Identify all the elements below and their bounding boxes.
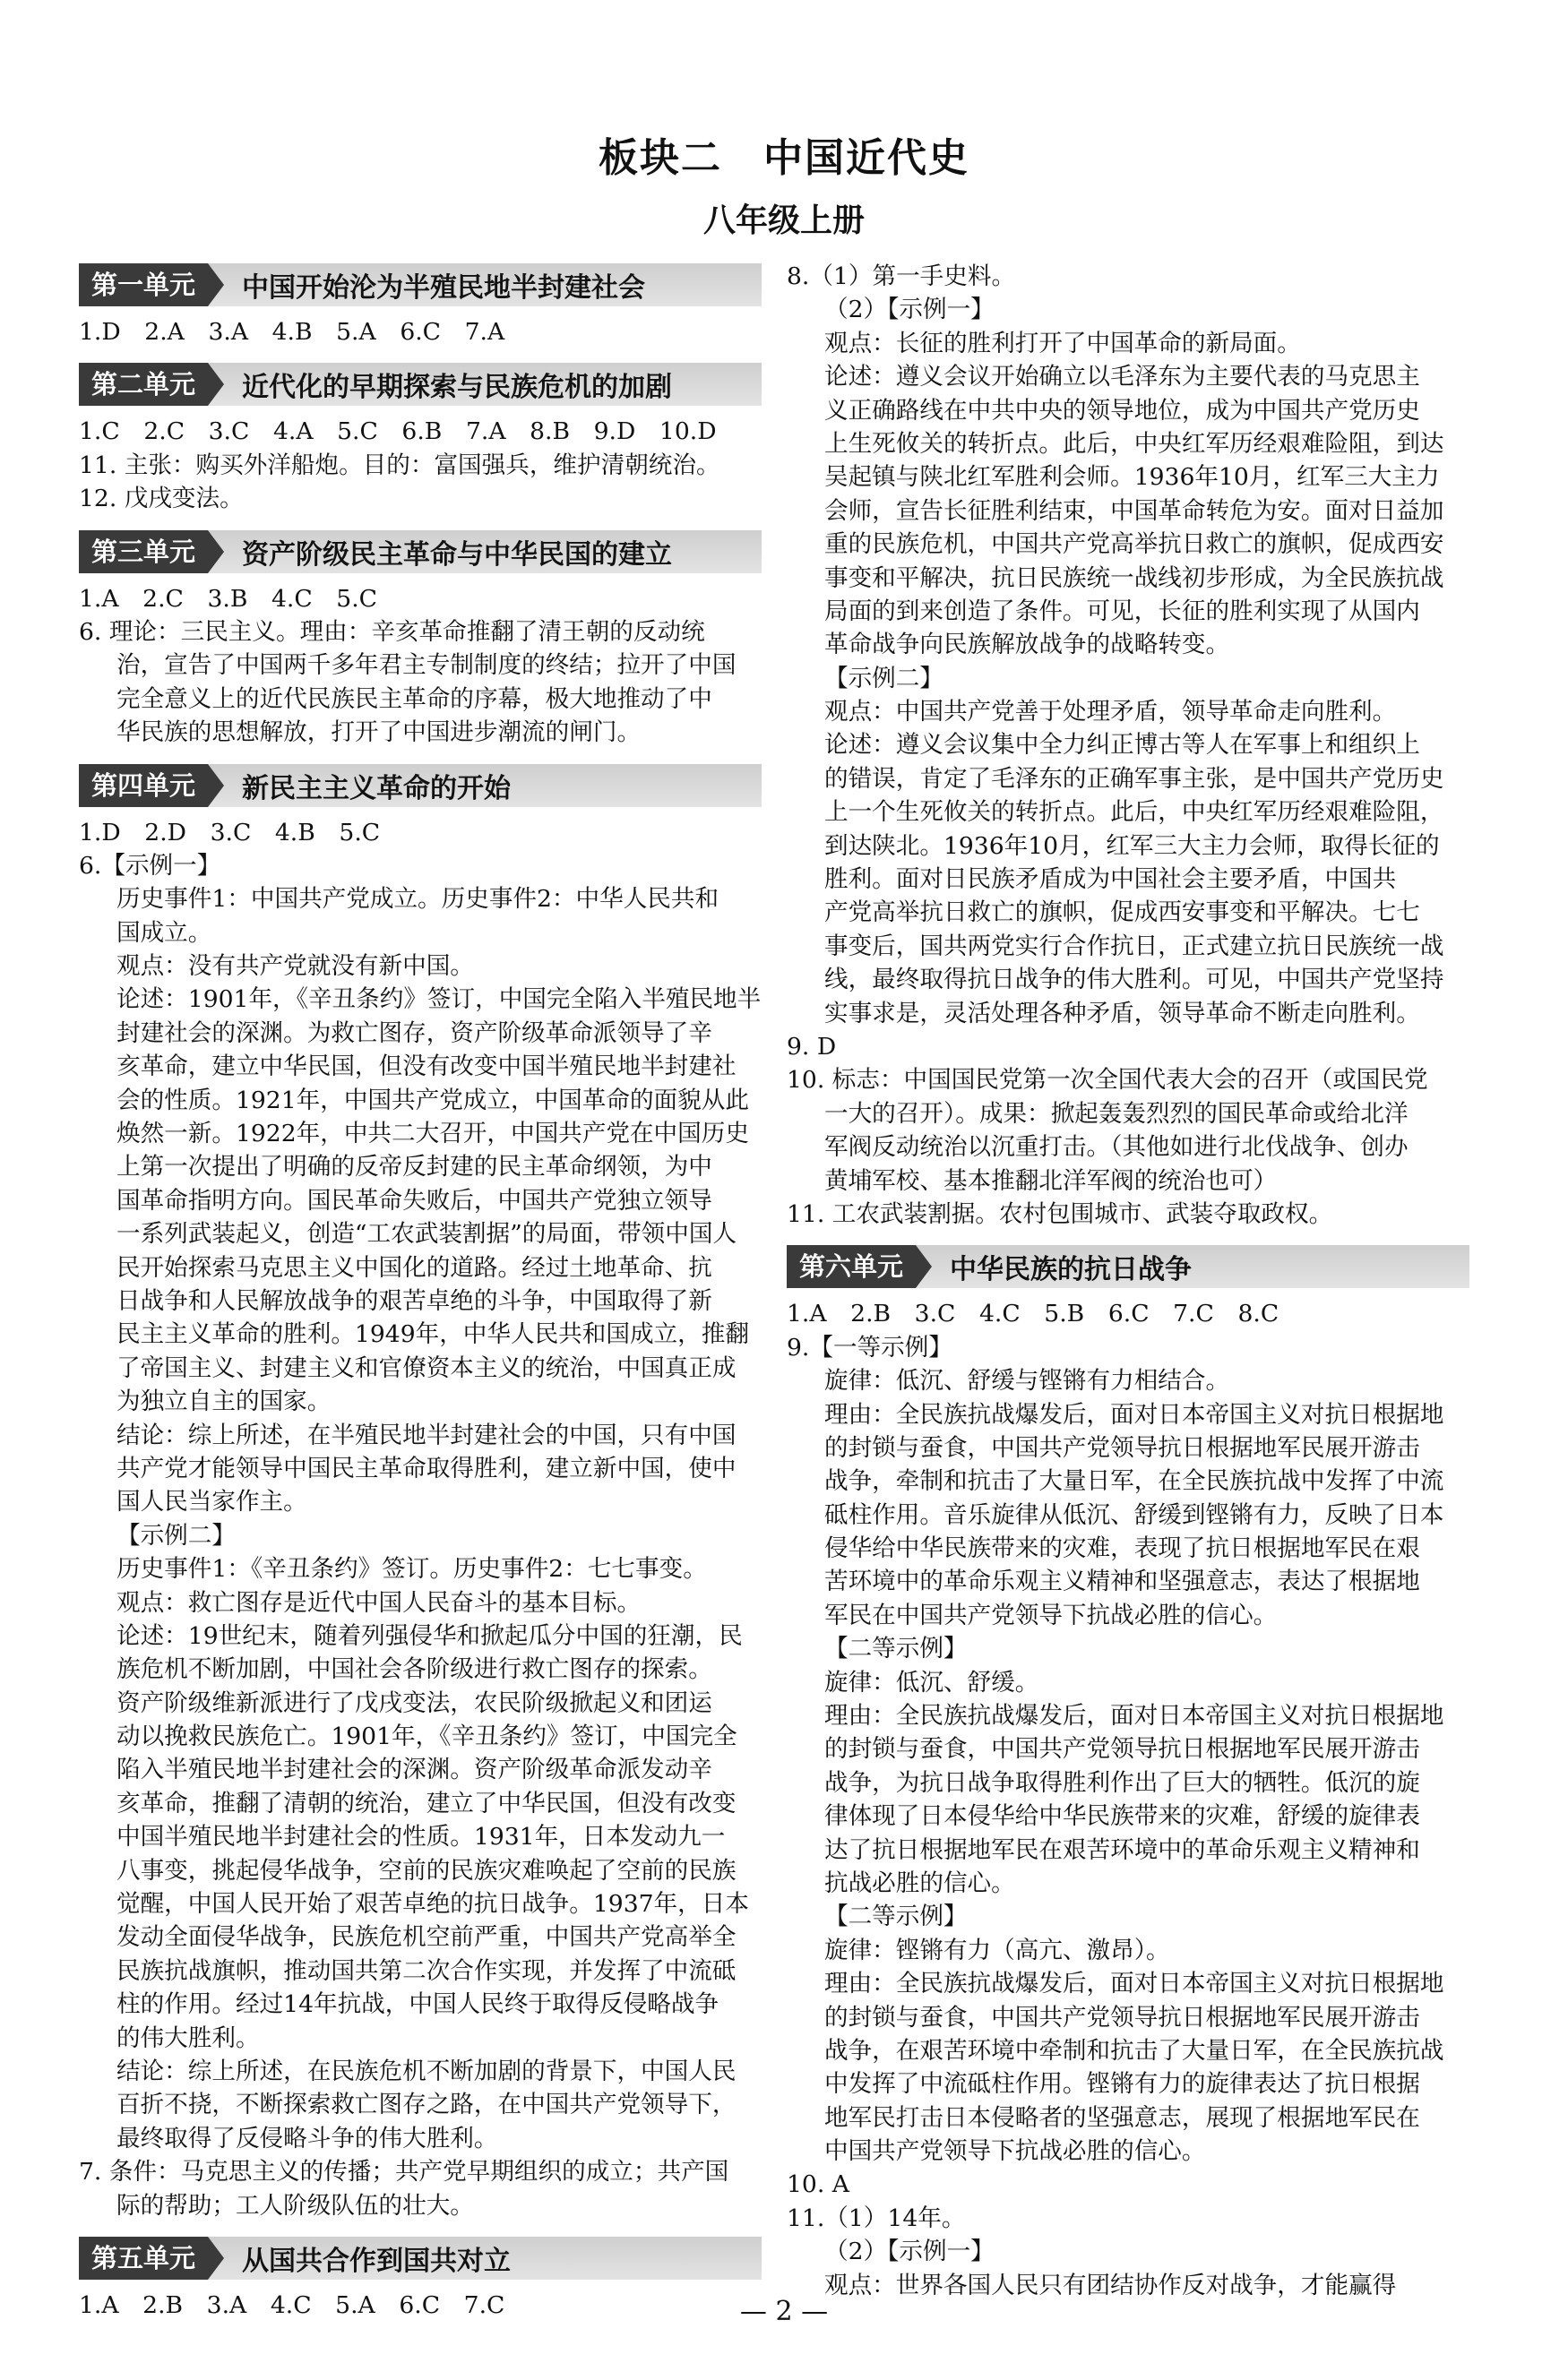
answer-text-line: 民开始探索马克思主义中国化的道路。经过土地革命、抗 <box>116 1253 712 1282</box>
answer-text-line: 治，宣告了中国两千多年君主专制制度的终结；拉开了中国 <box>116 651 737 680</box>
answer-text-line: 华民族的思想解放，打开了中国进步潮流的闸门。 <box>116 718 642 747</box>
answer-line: 6. 理论：三民主义。理由：辛亥革命推翻了清王朝的反动统 <box>79 617 705 646</box>
answer-line: 10. A <box>787 2170 849 2199</box>
page-number: — 2 — <box>739 2296 829 2327</box>
answer-line: 1.C 2.C 3.C 4.A 5.C 6.B 7.A 8.B 9.D 10.D <box>79 417 717 446</box>
answer-text-line: 最终取得了反侵略斗争的伟大胜利。 <box>116 2124 498 2152</box>
answer-text-line: 观点：中国共产党善于处理矛盾，领导革命走向胜利。 <box>824 698 1397 726</box>
answer-text-line: 论述：遵义会议开始确立以毛泽东为主要代表的马克思主 <box>824 363 1420 391</box>
unit-title: 资产阶级民主革命与中华民国的建立 <box>242 538 673 571</box>
answer-text-line: 【示例二】 <box>116 1521 236 1550</box>
answer-text-line: 战争，牵制和抗击了大量日军，在全民族抗战中发挥了中流 <box>824 1467 1444 1496</box>
answer-text-line: 国革命指明方向。国民革命失败后，中国共产党独立领导 <box>116 1186 712 1215</box>
answer-text-line: 理由：全民族抗战爆发后，面对日本帝国主义对抗日根据地 <box>824 1400 1444 1429</box>
answer-text-line: （2）【示例一】 <box>824 2238 995 2266</box>
answer-line: 1.A 2.B 3.C 4.C 5.B 6.C 7.C 8.C <box>787 1300 1279 1328</box>
answer-line: 11. 工农武装割据。农村包围城市、武装夺取政权。 <box>787 1199 1333 1228</box>
answer-text-line: 焕然一新。1922年，中共二大召开，中国共产党在中国历史 <box>116 1120 749 1148</box>
answer-line: 6.【示例一】 <box>79 851 221 880</box>
answer-text-line: 的封锁与蚕食，中国共产党领导抗日根据地军民展开游击 <box>824 2003 1420 2032</box>
answer-text-line: 上一个生死攸关的转折点。此后，中央红军历经艰难险阻， <box>824 798 1444 827</box>
answer-text-line: 上生死攸关的转折点。此后，中央红军历经艰难险阻，到达 <box>824 429 1444 458</box>
answer-line: 1.D 2.D 3.C 4.B 5.C <box>79 818 381 846</box>
unit-header <box>787 1245 1469 1288</box>
answer-text-line: 事变后，国共两党实行合作抗日，正式建立抗日民族统一战 <box>824 932 1444 960</box>
answer-text-line: 完全意义上的近代民族民主革命的序幕，极大地推动了中 <box>116 684 712 713</box>
answer-text-line: 【二等示例】 <box>824 1635 968 1663</box>
answer-text-line: 观点：世界各国人民只有团结协作反对战争，才能赢得 <box>824 2271 1397 2299</box>
unit-header <box>79 2237 762 2280</box>
unit-tag: 第二单元 <box>79 363 208 406</box>
answer-line: 11. 主张：购买外洋船炮。目的：富国强兵，维护清朝统治。 <box>79 451 720 479</box>
answer-text-line: 产党高举抗日救亡的旗帜，促成西安事变和平解决。七七 <box>824 898 1420 927</box>
answer-text-line: 论述：19世纪末，随着列强侵华和掀起瓜分中国的狂潮，民 <box>116 1621 743 1650</box>
answer-line: 1.D 2.A 3.A 4.B 5.A 6.C 7.A <box>79 318 505 346</box>
answer-text-line: 理由：全民族抗战爆发后，面对日本帝国主义对抗日根据地 <box>824 1970 1444 1998</box>
answer-line: 10. 标志：中国国民党第一次全国代表大会的召开（或国民党 <box>787 1066 1428 1095</box>
answer-text-line: 旋律：低沉、舒缓。 <box>824 1668 1039 1697</box>
answer-text-line: 一大的召开）。成果：掀起轰轰烈烈的国民革命或给北洋 <box>824 1099 1409 1128</box>
answer-text-line: 会的性质。1921年，中国共产党成立，中国革命的面貌从此 <box>116 1086 749 1114</box>
answer-text-line: 线，最终取得抗日战争的伟大胜利。可见，中国共产党坚持 <box>824 966 1444 994</box>
answer-text-line: 共产党才能领导中国民主革命取得胜利，建立新中国，使中 <box>116 1454 737 1482</box>
answer-line: 9. D <box>787 1032 837 1061</box>
unit-tag: 第五单元 <box>79 2237 208 2280</box>
answer-text-line: 结论：综上所述，在半殖民地半封建社会的中国，只有中国 <box>116 1421 737 1449</box>
unit-tag: 第六单元 <box>787 1245 916 1288</box>
unit-header <box>79 764 762 807</box>
unit-title: 新民主主义革命的开始 <box>242 772 512 804</box>
answer-text-line: 战争，在艰苦环境中牵制和抗击了大量日军，在全民族抗战 <box>824 2036 1444 2065</box>
answer-text-line: 实事求是，灵活处理各种矛盾，领导革命不断走向胜利。 <box>824 999 1420 1027</box>
answer-text-line: 中国半殖民地半封建社会的性质。1931年，日本发动九一 <box>116 1823 726 1852</box>
left-column <box>79 260 762 2322</box>
answer-text-line: 侵华给中华民族带来的灾难，表现了抗日根据地军民在艰 <box>824 1534 1420 1563</box>
answer-text-line: 族危机不断加剧，中国社会各阶级进行救亡图存的探索。 <box>116 1655 712 1684</box>
answer-text-line: 资产阶级维新派进行了戊戌变法，农民阶级掀起义和团运 <box>116 1688 712 1717</box>
answer-text-line: 革命战争向民族解放战争的战略转变。 <box>824 631 1230 659</box>
answer-text-line: 日战争和人民解放战争的艰苦卓绝的斗争，中国取得了新 <box>116 1286 712 1315</box>
answer-text-line: 到达陕北。1936年10月，红军三大主力会师，取得长征的 <box>824 831 1440 860</box>
answer-text-line: 苦环境中的革命乐观主义精神和坚强意志，表达了根据地 <box>824 1568 1420 1596</box>
answer-text-line: 民主主义革命的胜利。1949年，中华人民共和国成立，推翻 <box>116 1320 749 1349</box>
answer-line: 7. 条件：马克思主义的传播；共产党早期组织的成立；共产国 <box>79 2158 729 2187</box>
answer-text-line: 亥革命，推翻了清朝的统治，建立了中华民国，但没有改变 <box>116 1789 737 1817</box>
answer-text-line: 八事变，挑起侵华战争，空前的民族灾难唤起了空前的民族 <box>116 1856 737 1885</box>
unit-header <box>79 530 762 573</box>
answer-text-line: 观点：长征的胜利打开了中国革命的新局面。 <box>824 329 1301 357</box>
answer-text-line: 中国共产党领导下抗战必胜的信心。 <box>824 2137 1206 2166</box>
answer-text-line: （2）【示例一】 <box>824 296 995 324</box>
answer-text-line: 一系列武装起义，创造“工农武装割据”的局面，带领中国人 <box>116 1220 737 1249</box>
answer-text-line: 结论：综上所述，在民族危机不断加剧的背景下，中国人民 <box>116 2057 737 2085</box>
answer-text-line: 旋律：低沉、舒缓与铿锵有力相结合。 <box>824 1367 1230 1396</box>
answer-text-line: 砥柱作用。音乐旋律从低沉、舒缓到铿锵有力，反映了日本 <box>824 1500 1444 1529</box>
answer-text-line: 理由：全民族抗战爆发后，面对日本帝国主义对抗日根据地 <box>824 1702 1444 1731</box>
answer-text-line: 局面的到来创造了条件。可见，长征的胜利实现了从国内 <box>824 597 1420 625</box>
unit-header <box>79 263 762 306</box>
answer-text-line: 历史事件1：中国共产党成立。历史事件2：中华人民共和 <box>116 885 719 914</box>
answer-text-line: 为独立自主的国家。 <box>116 1388 332 1416</box>
answer-text-line: 旋律：铿锵有力（高亢、激昂）。 <box>824 1936 1170 1964</box>
answer-text-line: 抗战必胜的信心。 <box>824 1869 1015 1897</box>
answer-text-line: 黄埔军校、基本推翻北洋军阀的统治也可） <box>824 1166 1278 1195</box>
answer-text-line: 发动全面侵华战争，民族危机空前严重，中国共产党高举全 <box>116 1923 737 1952</box>
answer-line: 11.（1）14年。 <box>787 2204 966 2232</box>
answer-text-line: 会师，宣告长征胜利结束，中国革命转危为安。面对日益加 <box>824 496 1444 525</box>
answer-text-line: 观点：没有共产党就没有新中国。 <box>116 952 474 981</box>
answer-text-line: 义正确路线在中共中央的领导地位，成为中国共产党历史 <box>824 396 1420 425</box>
unit-tag: 第一单元 <box>79 263 208 306</box>
answer-text-line: 封建社会的深渊。为救亡图存，资产阶级革命派领导了辛 <box>116 1018 712 1047</box>
answer-text-line: 中发挥了中流砥柱作用。铿锵有力的旋律表达了抗日根据 <box>824 2070 1420 2099</box>
answer-text-line: 【示例二】 <box>824 664 943 692</box>
answer-text-line: 际的帮助；工人阶级队伍的壮大。 <box>116 2191 474 2220</box>
answer-text-line: 的伟大胜利。 <box>116 2023 260 2052</box>
grade-title: 八年级上册 <box>702 202 865 239</box>
unit-tag: 第三单元 <box>79 530 208 573</box>
answer-text-line: 觉醒，中国人民开始了艰苦卓绝的抗日战争。1937年，日本 <box>116 1890 749 1919</box>
answer-text-line: 律体现了日本侵华给中华民族带来的灾难，舒缓的旋律表 <box>824 1802 1420 1831</box>
answer-text-line: 军民在中国共产党领导下抗战必胜的信心。 <box>824 1601 1278 1629</box>
answer-text-line: 亥革命，建立中华民国，但没有改变中国半殖民地半封建社 <box>116 1053 737 1081</box>
unit-title: 中华民族的抗日战争 <box>950 1254 1193 1286</box>
answer-text-line: 吴起镇与陕北红军胜利会师。1936年10月，红军三大主力 <box>824 463 1440 492</box>
answer-text-line: 柱的作用。经过14年抗战，中国人民终于取得反侵略战争 <box>116 1990 719 2019</box>
answer-text-line: 国成立。 <box>116 918 212 947</box>
answer-text-line: 陷入半殖民地半封建社会的深渊。资产阶级革命派发动辛 <box>116 1756 712 1784</box>
right-column <box>787 260 1469 2302</box>
answer-line: 9.【一等示例】 <box>787 1333 952 1362</box>
answer-text-line: 地军民打击日本侵略者的坚强意志，展现了根据地军民在 <box>824 2103 1420 2132</box>
unit-header <box>79 363 762 406</box>
answer-text-line: 的封锁与蚕食，中国共产党领导抗日根据地军民展开游击 <box>824 1735 1420 1764</box>
section-title: 板块二 中国近代史 <box>599 135 969 181</box>
answer-text-line: 的错误，肯定了毛泽东的正确军事主张，是中国共产党历史 <box>824 764 1444 793</box>
unit-title: 中国开始沦为半殖民地半封建社会 <box>242 272 646 304</box>
answer-line: 8.（1）第一手史料。 <box>787 262 1016 290</box>
answer-text-line: 重的民族危机，中国共产党高举抗日救亡的旗帜，促成西安 <box>824 530 1444 559</box>
answer-text-line: 论述：1901年，《辛丑条约》签订，中国完全陷入半殖民地半 <box>116 985 762 1014</box>
unit-title: 从国共合作到国共对立 <box>242 2245 512 2277</box>
answer-text-line: 事变和平解决，抗日民族统一战线初步形成，为全民族抗战 <box>824 563 1444 592</box>
answer-text-line: 了帝国主义、封建主义和官僚资本主义的统治，中国真正成 <box>116 1353 737 1382</box>
answer-text-line: 民族抗战旗帜，推动国共第二次合作实现，并发挥了中流砥 <box>116 1956 737 1985</box>
answer-line: 12. 戊戌变法。 <box>79 485 244 513</box>
answer-text-line: 百折不挠，不断探索救亡图存之路，在中国共产党领导下， <box>116 2091 737 2119</box>
answer-text-line: 的封锁与蚕食，中国共产党领导抗日根据地军民展开游击 <box>824 1433 1420 1462</box>
answer-text-line: 达了抗日根据地军民在艰苦环境中的革命乐观主义精神和 <box>824 1835 1420 1864</box>
answer-text-line: 【二等示例】 <box>824 1903 968 1931</box>
answer-text-line: 国人民当家作主。 <box>116 1488 307 1516</box>
answer-text-line: 动以挽救民族危亡。1901年，《辛丑条约》签订，中国完全 <box>116 1723 737 1751</box>
answer-text-line: 战争，为抗日战争取得胜利作出了巨大的牺牲。低沉的旋 <box>824 1768 1420 1797</box>
answer-text-line: 论述：遵义会议集中全力纠正博古等人在军事上和组织上 <box>824 731 1420 760</box>
answer-text-line: 历史事件1：《辛丑条约》签订。历史事件2：七七事变。 <box>116 1555 707 1584</box>
answer-line: 1.A 2.B 3.A 4.C 5.A 6.C 7.C <box>79 2290 505 2319</box>
unit-tag: 第四单元 <box>79 764 208 807</box>
answer-text-line: 上第一次提出了明确的反帝反封建的民主革命纲领，为中 <box>116 1153 712 1181</box>
answer-text-line: 胜利。面对日民族矛盾成为中国社会主要矛盾，中国共 <box>824 865 1397 894</box>
answer-text-line: 观点：救亡图存是近代中国人民奋斗的基本目标。 <box>116 1588 642 1617</box>
unit-title: 近代化的早期探索与民族危机的加剧 <box>242 372 673 404</box>
answer-text-line: 军阀反动统治以沉重打击。（其他如进行北伐战争、创办 <box>824 1133 1409 1162</box>
answer-line: 1.A 2.C 3.B 4.C 5.C <box>79 584 378 613</box>
